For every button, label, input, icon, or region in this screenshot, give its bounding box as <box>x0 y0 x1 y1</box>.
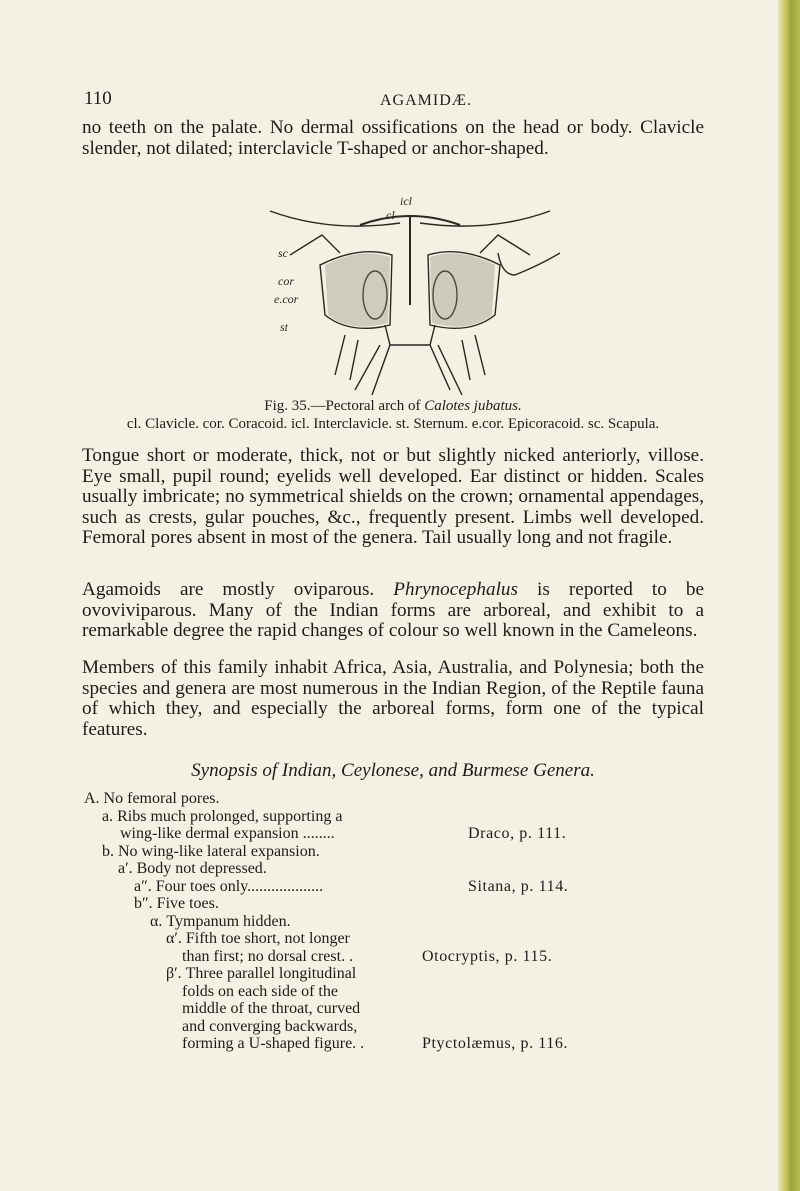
ribs-right <box>462 335 485 380</box>
key-line: A. No femoral pores. <box>84 790 220 807</box>
xiphisternum-left <box>355 345 390 395</box>
running-head: AGAMIDÆ. <box>380 92 472 109</box>
scapula-right <box>480 235 530 255</box>
key-line: b. No wing-like lateral expansion. <box>102 843 320 860</box>
key-line: forming a U-shaped figure. . <box>182 1035 365 1052</box>
key-line: α. Tympanum hidden. <box>150 913 291 930</box>
members-paragraph: Members of this family inhabit Africa, Asia, Australia, and Polynesia; both the species and genera are most numerous in the Indian Region, of the Reptile fauna of which they, and especially the arboreal forms, form one of the typical features. <box>82 657 704 740</box>
key-line: middle of the throat, curved <box>182 1000 361 1017</box>
figure-caption-title: Fig. 35.—Pectoral arch of Calotes jubatus. <box>264 398 522 414</box>
xiphisternum-right <box>430 345 462 395</box>
key-line: a′. Body not depressed. <box>118 860 267 877</box>
genus-sitana: Sitana, p. 114. <box>468 878 569 895</box>
key-line: b″. Five toes. <box>134 895 219 912</box>
sternum <box>385 325 435 345</box>
ribs-left <box>335 335 358 380</box>
label-cl: cl <box>386 208 395 222</box>
key-line: α′. Fifth toe short, not longer <box>166 930 350 947</box>
label-icl: icl <box>400 195 412 208</box>
figure-caption-legend: cl. Clavicle. cor. Coracoid. icl. Interclavicle. st. Sternum. e.cor. Epicoracoid. sc. Scapula. <box>126 416 660 432</box>
label-st: st <box>280 320 289 334</box>
agamoids-paragraph: Agamoids are mostly oviparous. Phrynocephalus is reported to be ovoviviparous. Many of the Indian forms are arboreal, and exhibit to a remarkable degree the rapid changes of colour so well known in the Cameleons. <box>82 579 704 642</box>
scapula-arm-right <box>498 253 560 275</box>
scapula-left <box>290 235 340 255</box>
tongue-paragraph: Tongue short or moderate, thick, not or but slightly nicked anteriorly, villose. Eye small, pupil round; eyelids well developed. Ear distinct or hidden. Scales usually imbricate; no symmetrical shields on the crown; ornamental appendages, such as crests, gular pouches, &c., frequently present. Limbs well developed. Femoral pores absent in most of the genera. Tail usually long and not fragile. <box>82 445 704 549</box>
key-line: a″. Four toes only................... <box>134 878 324 895</box>
label-ecor: e.cor <box>274 292 299 306</box>
label-sc: sc <box>278 246 288 260</box>
key-line: and converging backwards, <box>182 1018 358 1035</box>
key-line: wing-like dermal expansion ........ <box>120 825 335 842</box>
page-edge <box>778 0 800 1191</box>
key-line: a. Ribs much prolonged, supporting a <box>102 808 343 825</box>
intro-paragraph: no teeth on the palate. No dermal ossifications on the head or body. Clavicle slender, not dilated; interclavicle T-shaped or anchor-shaped. <box>82 117 704 159</box>
page-number: 110 <box>84 88 112 109</box>
genus-ptyctolaemus: Ptyctolæmus, p. 116. <box>422 1035 569 1052</box>
label-cor: cor <box>278 274 294 288</box>
key-line: than first; no dorsal crest. . <box>182 948 354 965</box>
synopsis-title: Synopsis of Indian, Ceylonese, and Burmese Genera. <box>191 760 595 781</box>
genus-draco: Draco, p. 111. <box>468 825 567 842</box>
genus-otocryptis: Otocryptis, p. 115. <box>422 948 553 965</box>
key-line: folds on each side of the <box>182 983 338 1000</box>
key-line: β′. Three parallel longitudinal <box>166 965 357 982</box>
pectoral-arch-figure <box>240 195 580 400</box>
